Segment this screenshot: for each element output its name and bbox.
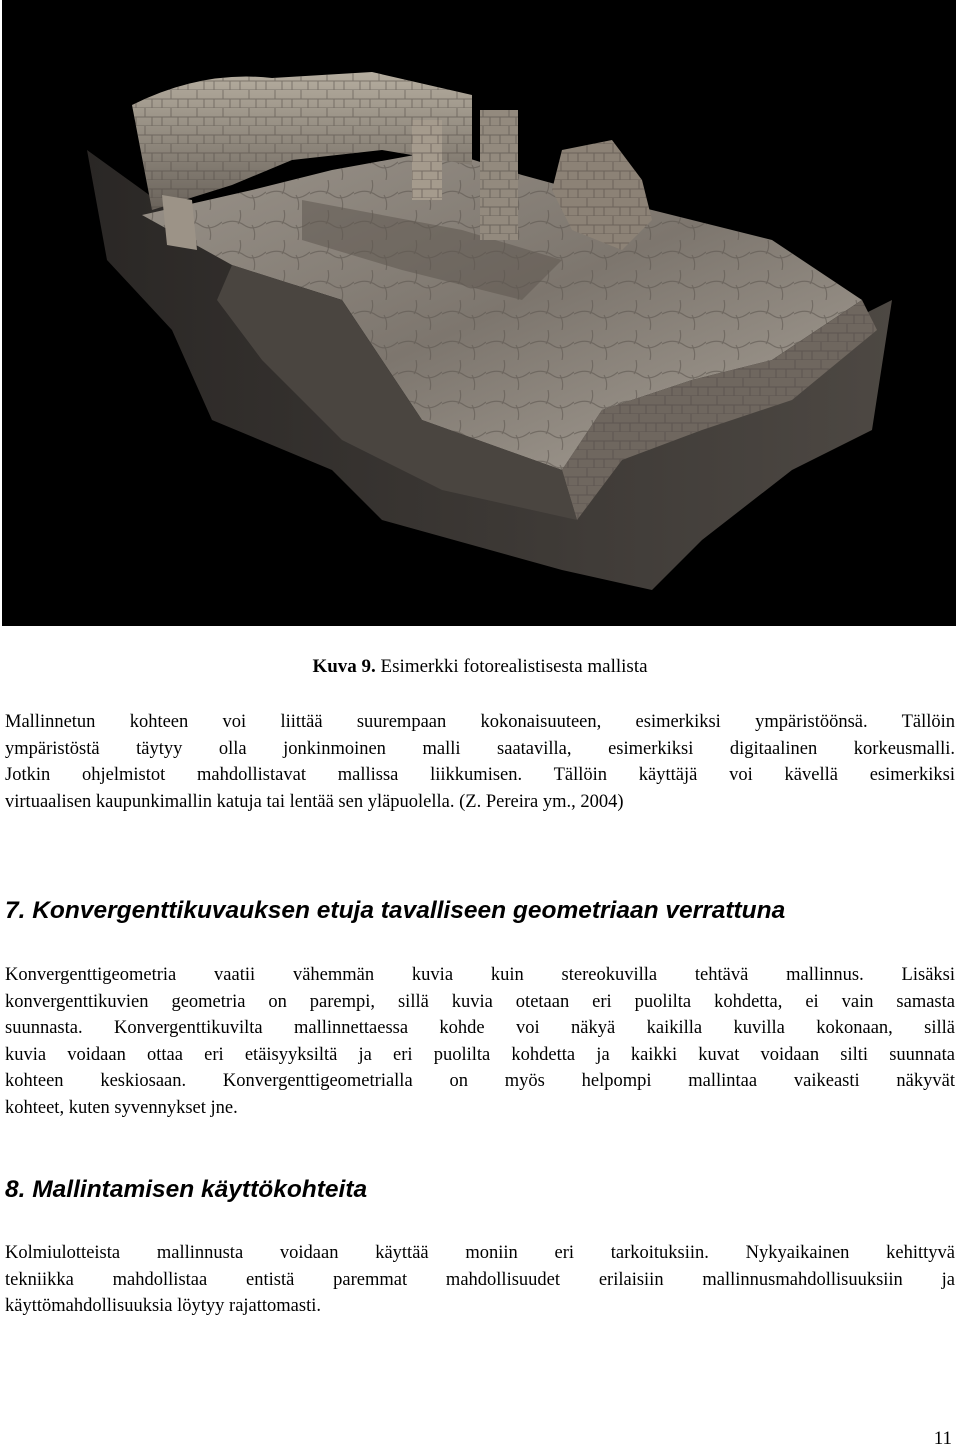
text-line: suunnasta. Konvergenttikuvilta mallinnettaessa kohde voi näkyä kaikilla kuvilla kokonaan, sillä: [5, 1018, 955, 1039]
ruin-model-image: [2, 0, 956, 626]
text-line: Konvergenttigeometria vaatii vähemmän kuvia kuin stereokuvilla tehtävä mallinnus. Lisäksi: [5, 965, 955, 985]
page-number: 11: [933, 1428, 952, 1449]
text-line: kohteen keskiosaan. Konvergenttigeometrialla on myös helpompi mallintaa vaikeasti näkyvät: [5, 1071, 955, 1092]
column-center-masonry: [480, 110, 518, 240]
text-line: ympäristöstä täytyy olla jonkinmoinen malli saatavilla, esimerkiksi digitaalinen korkeusmalli.: [5, 738, 955, 759]
text-line: käyttömahdollisuuksia löytyy rajattomasti.: [5, 1296, 321, 1317]
text-line: Kolmiulotteista mallinnusta voidaan käyttää moniin eri tarkoituksiin. Nykyaikainen kehittyvä: [5, 1243, 955, 1263]
text-line: Mallinnetun kohteen voi liittää suurempaan kokonaisuuteen, esimerkiksi ympäristöönsä. Tällöin: [5, 712, 955, 732]
section-8-heading: 8. Mallintamisen käyttökohteita: [5, 1176, 368, 1203]
text-line: kuvia voidaan ottaa eri etäisyyksiltä ja eri puolilta kohdetta ja kaikki kuvat voidaan silti suunnata: [5, 1044, 955, 1065]
paragraph-convergent: [5, 962, 955, 1122]
figure-caption: [0, 656, 960, 678]
text-line: virtuaalisen kaupunkimallin katuja tai lentää sen yläpuolella. (Z. Pereira ym., 2004): [5, 791, 624, 812]
column-left-masonry: [412, 120, 442, 200]
caption-text: Esimerkki fotorealistisesta mallista: [375, 656, 648, 677]
text-line: konvergenttikuvien geometria on parempi, sillä kuvia otetaan eri puolilta kohdetta, ei vain samasta: [5, 991, 955, 1012]
caption-label: Kuva 9.: [312, 656, 376, 677]
text-line: Jotkin ohjelmistot mahdollistavat mallissa liikkumisen. Tällöin käyttäjä voi kävellä esimerkiksi: [5, 765, 955, 786]
left-pillar: [162, 195, 197, 250]
section-7-heading: 7. Konvergenttikuvauksen etuja tavalliseen geometriaan verrattuna: [5, 897, 786, 924]
text-line: kohteet, kuten syvennykset jne.: [5, 1097, 238, 1118]
figure-3d-ruin-model: [2, 0, 956, 626]
paragraph-environment: [5, 709, 955, 815]
text-line: tekniikka mahdollistaa entistä paremmat mahdollisuudet erilaisiin mallinnusmahdollisuuksiin ja: [5, 1269, 955, 1290]
paragraph-use-cases: [5, 1240, 955, 1320]
